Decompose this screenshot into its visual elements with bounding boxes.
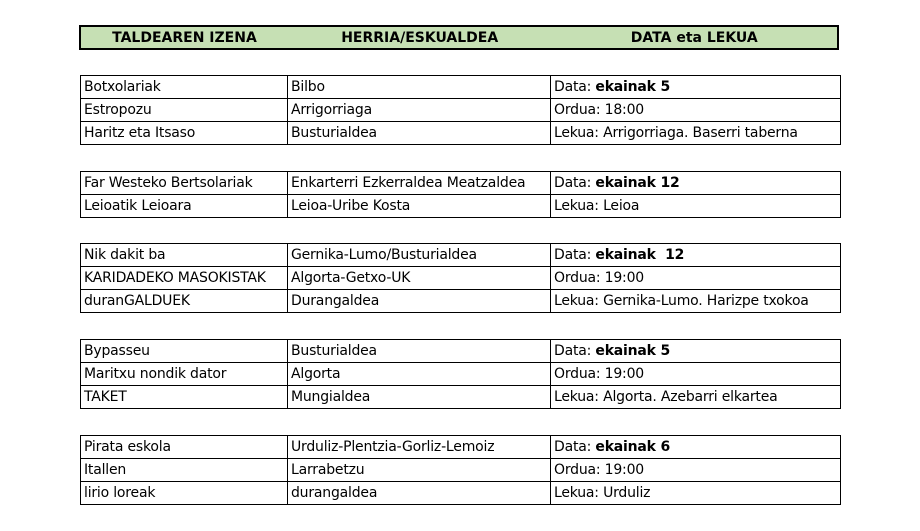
region-cell: Leioa-Uribe Kosta bbox=[288, 195, 551, 218]
region-cell: Bilbo bbox=[288, 76, 551, 99]
table-row bbox=[81, 172, 841, 195]
region-cell: Algorta bbox=[288, 363, 551, 386]
info-cell: Lekua: Gernika-Lumo. Harizpe txokoa bbox=[551, 290, 841, 313]
region-cell: Arrigorriaga bbox=[288, 99, 551, 122]
group-name-cell: Botxolariak bbox=[81, 76, 288, 99]
table-row bbox=[81, 244, 841, 267]
group-name-cell: Haritz eta Itsaso bbox=[81, 122, 288, 145]
info-label: Data: bbox=[554, 79, 596, 95]
info-label: Data: bbox=[554, 175, 596, 191]
group-table-4 bbox=[80, 339, 841, 409]
header-town-region: HERRIA/ESKUALDEA bbox=[341, 29, 499, 46]
info-cell: Ordua: 19:00 bbox=[551, 267, 841, 290]
table-row bbox=[81, 386, 841, 409]
header-group-name: TALDEAREN IZENA bbox=[112, 29, 257, 46]
table-row bbox=[81, 459, 841, 482]
table-row bbox=[81, 290, 841, 313]
group-name-cell: Estropozu bbox=[81, 99, 288, 122]
info-label: Data: bbox=[554, 439, 596, 455]
region-cell: Busturialdea bbox=[288, 122, 551, 145]
info-value: ekainak 12 bbox=[595, 247, 685, 263]
region-cell: durangaldea bbox=[288, 482, 551, 505]
table-row bbox=[81, 363, 841, 386]
info-cell bbox=[551, 172, 841, 195]
group-name-cell: TAKET bbox=[81, 386, 288, 409]
region-cell: Algorta-Getxo-UK bbox=[288, 267, 551, 290]
group-name-cell: lirio loreak bbox=[81, 482, 288, 505]
info-cell: Ordua: 19:00 bbox=[551, 363, 841, 386]
group-name-cell: Bypasseu bbox=[81, 340, 288, 363]
info-label: Data: bbox=[554, 343, 596, 359]
table-row bbox=[81, 122, 841, 145]
table-row bbox=[81, 195, 841, 218]
group-name-cell: KARIDADEKO MASOKISTAK bbox=[81, 267, 288, 290]
table-row bbox=[81, 267, 841, 290]
group-table-1 bbox=[80, 75, 841, 145]
info-value: ekainak 6 bbox=[595, 439, 670, 455]
info-label: Data: bbox=[554, 247, 596, 263]
header-date-place: DATA eta LEKUA bbox=[630, 29, 758, 46]
info-value: ekainak 5 bbox=[595, 343, 670, 359]
table-row bbox=[81, 436, 841, 459]
region-cell: Mungialdea bbox=[288, 386, 551, 409]
info-cell: Lekua: Algorta. Azebarri elkartea bbox=[551, 386, 841, 409]
table-row bbox=[81, 76, 841, 99]
region-cell: Urduliz-Plentzia-Gorliz-Lemoiz bbox=[288, 436, 551, 459]
region-cell: Gernika-Lumo/Busturialdea bbox=[288, 244, 551, 267]
info-cell: Lekua: Urduliz bbox=[551, 482, 841, 505]
group-table-2 bbox=[80, 171, 841, 218]
info-cell: Lekua: Arrigorriaga. Baserri taberna bbox=[551, 122, 841, 145]
info-cell: Ordua: 19:00 bbox=[551, 459, 841, 482]
group-name-cell: Nik dakit ba bbox=[81, 244, 288, 267]
region-cell: Durangaldea bbox=[288, 290, 551, 313]
info-value: ekainak 5 bbox=[595, 79, 670, 95]
region-cell: Larrabetzu bbox=[288, 459, 551, 482]
group-table-3 bbox=[80, 243, 841, 313]
group-name-cell: Far Westeko Bertsolariak bbox=[81, 172, 288, 195]
table-row bbox=[81, 340, 841, 363]
region-cell: Busturialdea bbox=[288, 340, 551, 363]
table-row bbox=[81, 482, 841, 505]
group-name-cell: duranGALDUEK bbox=[81, 290, 288, 313]
group-name-cell: Leioatik Leioara bbox=[81, 195, 288, 218]
group-name-cell: Maritxu nondik dator bbox=[81, 363, 288, 386]
info-cell: Ordua: 18:00 bbox=[551, 99, 841, 122]
group-name-cell: Pirata eskola bbox=[81, 436, 288, 459]
table-row bbox=[81, 99, 841, 122]
info-cell bbox=[551, 436, 841, 459]
table-header bbox=[79, 25, 839, 50]
info-value: ekainak 12 bbox=[595, 175, 680, 191]
info-cell bbox=[551, 340, 841, 363]
info-cell bbox=[551, 244, 841, 267]
region-cell: Enkarterri Ezkerraldea Meatzaldea bbox=[288, 172, 551, 195]
info-cell bbox=[551, 76, 841, 99]
group-table-5 bbox=[80, 435, 841, 505]
group-name-cell: Itallen bbox=[81, 459, 288, 482]
info-cell: Lekua: Leioa bbox=[551, 195, 841, 218]
